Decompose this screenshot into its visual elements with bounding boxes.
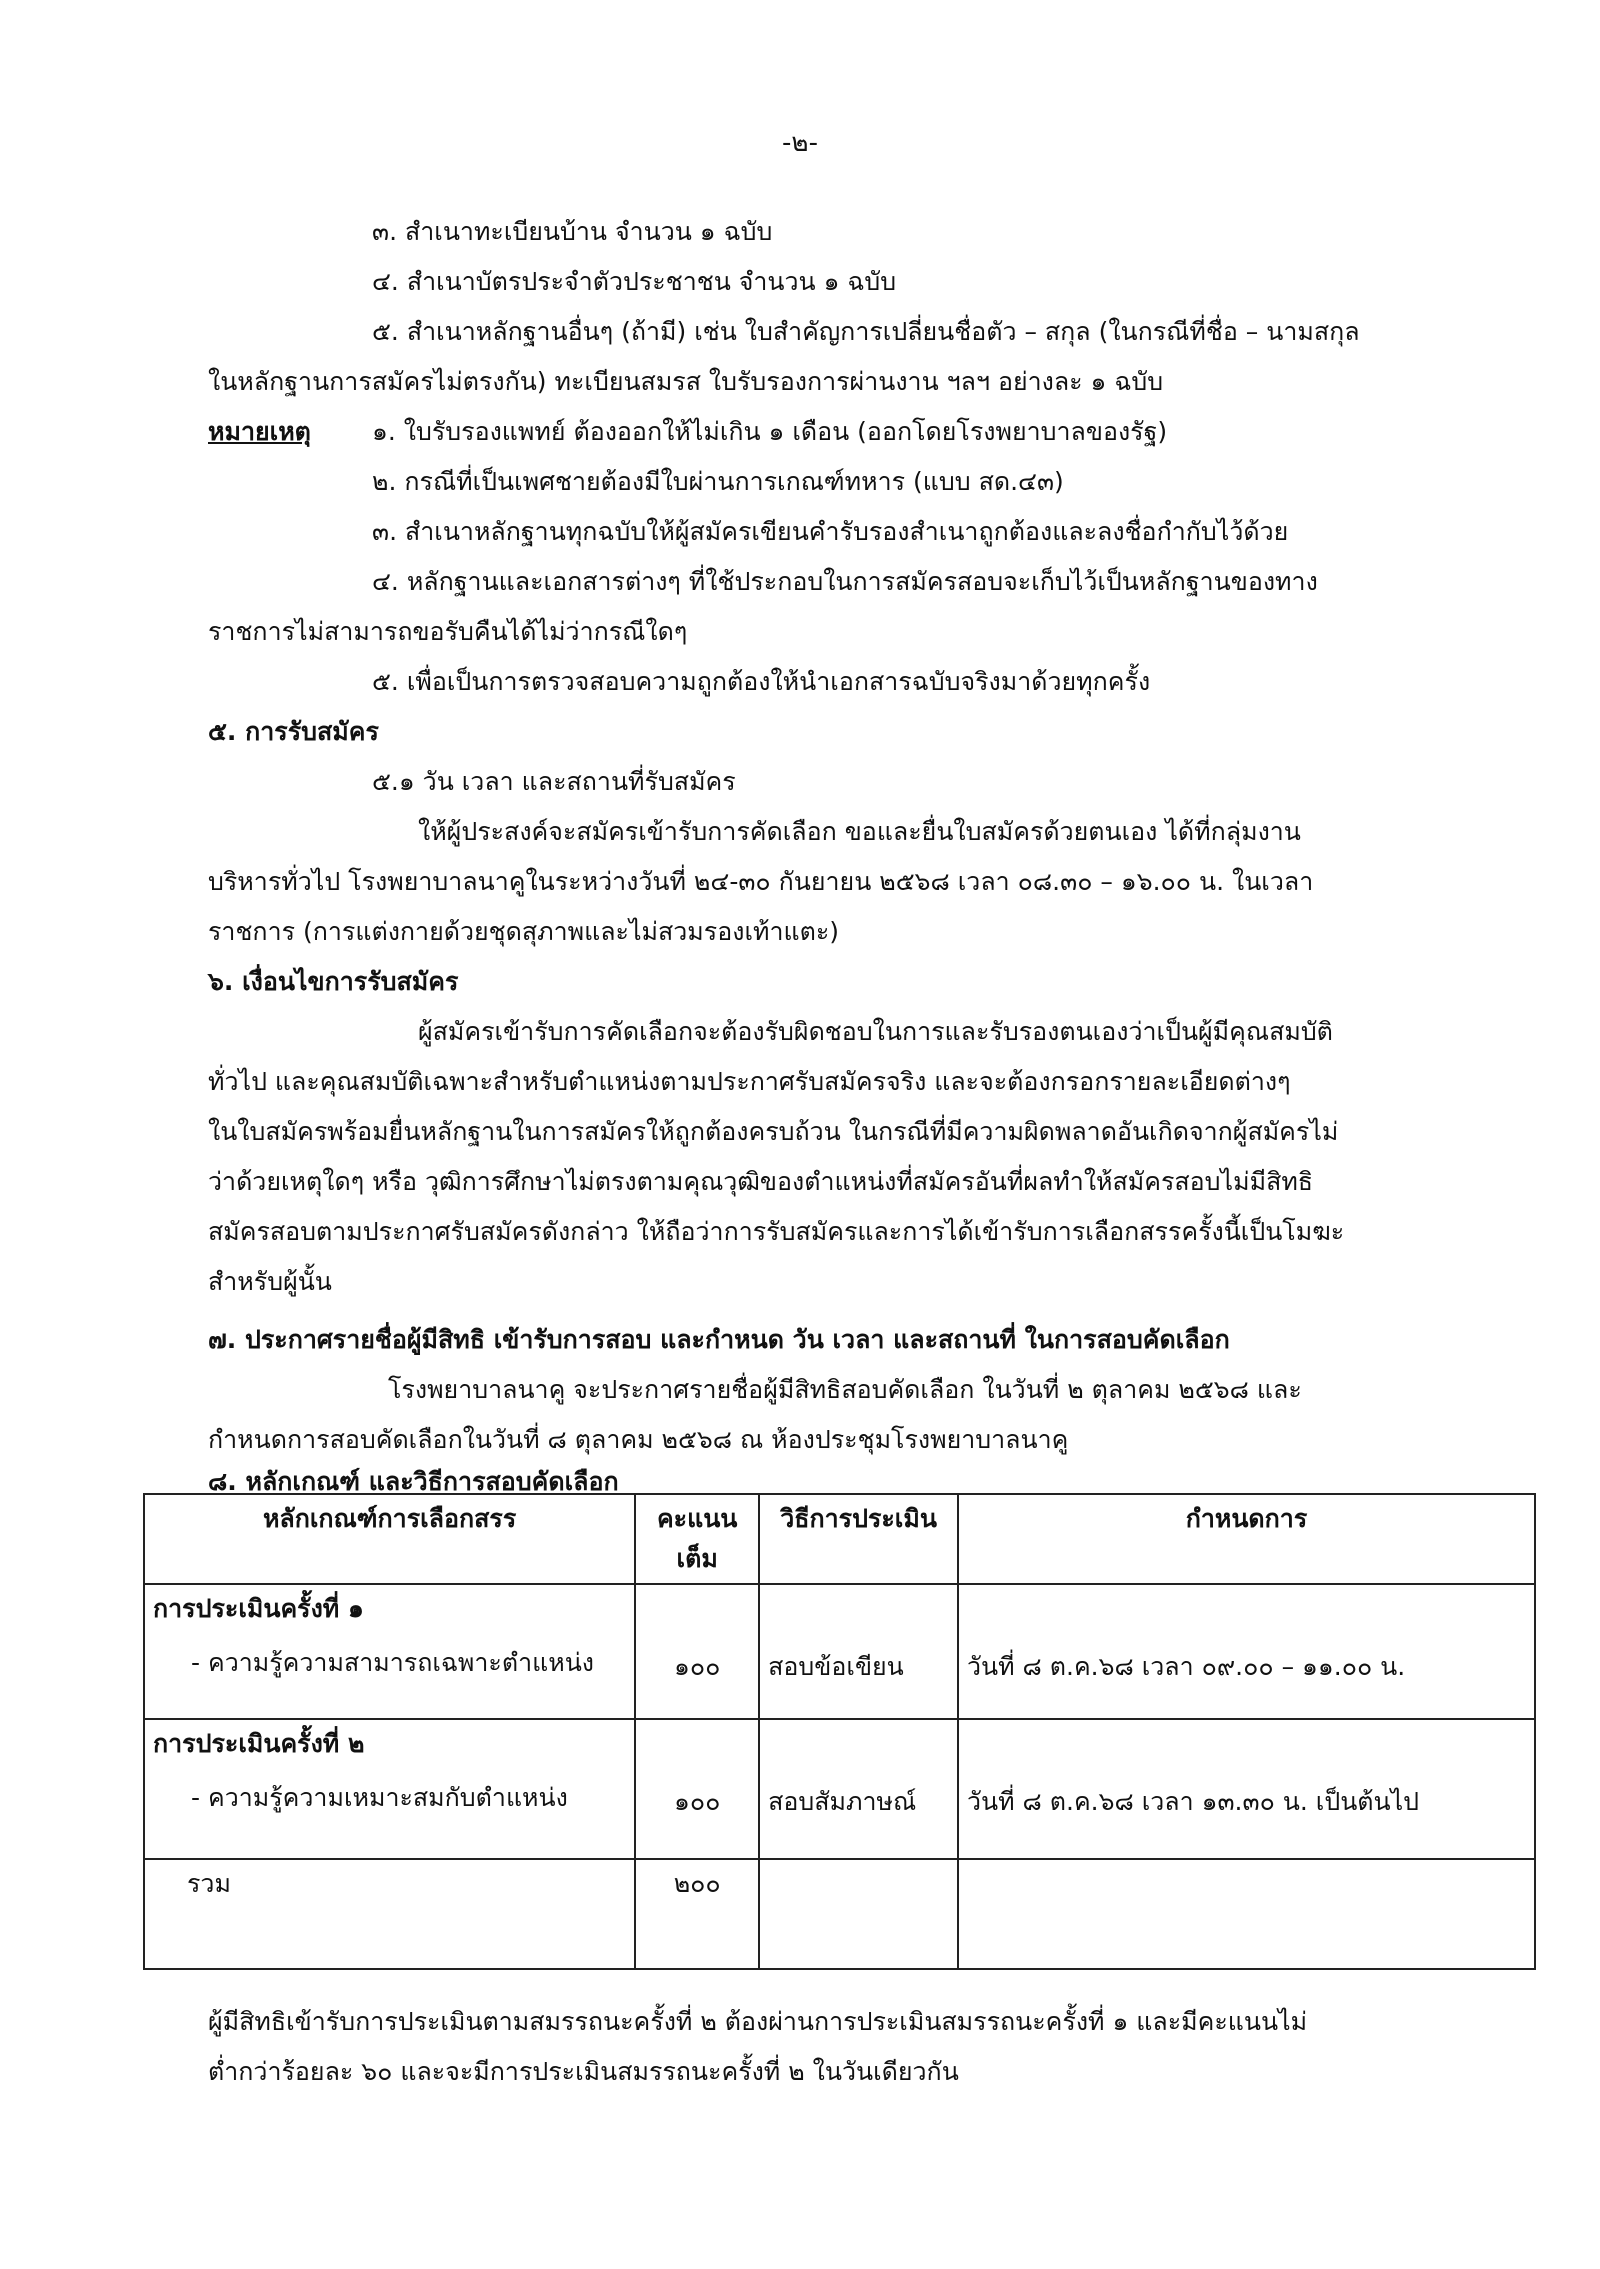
document-item: ๔. สำเนาบัตรประจำตัวประชาชน จำนวน ๑ ฉบับ [372,267,897,296]
section-subheading: ๕.๑ วัน เวลา และสถานที่รับสมัคร [372,767,736,796]
paragraph-line: ทั่วไป และคุณสมบัติเฉพาะสำหรับตำแหน่งตามประกาศรับสมัครจริง และจะต้องกรอกรายละเอียดต่างๆ [208,1067,1291,1096]
document-item: ในหลักฐานการสมัครไม่ตรงกัน) ทะเบียนสมรส ใบรับรองการผ่านงาน ฯลฯ อย่างละ ๑ ฉบับ [208,367,1164,396]
schedule-cell: วันที่ ๘ ต.ค.๖๘ เวลา ๐๙.๐๐ – ๑๑.๐๐ น. [958,1584,1535,1719]
empty-cell [958,1859,1535,1969]
paragraph-line: โรงพยาบาลนาคู จะประกาศรายชื่อผู้มีสิทธิสอบคัดเลือก ในวันที่ ๒ ตุลาคม ๒๕๖๘ และ [388,1375,1302,1404]
column-header: คะแนน เต็ม [635,1494,759,1584]
column-header: หลักเกณฑ์การเลือกสรร [144,1494,635,1584]
total-label: รวม [144,1859,635,1969]
note-item: ๕. เพื่อเป็นการตรวจสอบความถูกต้องให้นำเอกสารฉบับจริงมาด้วยทุกครั้ง [372,667,1151,696]
schedule-cell: วันที่ ๘ ต.ค.๖๘ เวลา ๑๓.๓๐ น. เป็นต้นไป [958,1719,1535,1859]
paragraph-line: ราชการ (การแต่งกายด้วยชุดสุภาพและไม่สวมรองเท้าแตะ) [208,917,840,946]
paragraph-line: ว่าด้วยเหตุใดๆ หรือ วุฒิการศึกษาไม่ตรงตามคุณวุฒิของตำแหน่งที่สมัครอันที่ผลทำให้สมัครสอบไม่มีสิทธิ [208,1167,1314,1196]
section-heading: ๖. เงื่อนไขการรับสมัคร [208,967,459,996]
criteria-table [143,1493,1536,1970]
assessment-round-label: การประเมินครั้งที่ ๒ [153,1729,365,1758]
empty-cell [759,1859,958,1969]
paragraph-line: ผู้สมัครเข้ารับการคัดเลือกจะต้องรับผิดชอบในการและรับรองตนเองว่าเป็นผู้มีคุณสมบัติ [418,1017,1333,1046]
note-item: ๒. กรณีที่เป็นเพศชายต้องมีใบผ่านการเกณฑ์ทหาร (แบบ สด.๔๓) [372,467,1064,496]
column-header: กำหนดการ [958,1494,1535,1584]
closing-line: ผู้มีสิทธิเข้ารับการประเมินตามสมรรถนะครั้งที่ ๒ ต้องผ่านการประเมินสมรรถนะครั้งที่ ๑ และมีคะแนนไม่ [208,2007,1308,2036]
score-cell: ๑๐๐ [635,1719,759,1859]
criteria-cell [144,1584,635,1719]
method-cell: สอบสัมภาษณ์ [759,1719,958,1859]
table-header-row [144,1494,1535,1584]
closing-line: ต่ำกว่าร้อยละ ๖๐ และจะมีการประเมินสมรรถนะครั้งที่ ๒ ในวันเดียวกัน [208,2057,959,2086]
note-label: หมายเหตุ [208,417,311,446]
note-item: ๓. สำเนาหลักฐานทุกฉบับให้ผู้สมัครเขียนคำรับรองสำเนาถูกต้องและลงชื่อกำกับไว้ด้วย [372,517,1289,546]
table-row [144,1719,1535,1859]
paragraph-line: ให้ผู้ประสงค์จะสมัครเข้ารับการคัดเลือก ขอและยื่นใบสมัครด้วยตนเอง ได้ที่กลุ่มงาน [418,817,1301,846]
assessment-round-label: การประเมินครั้งที่ ๑ [153,1594,364,1623]
paragraph-line: กำหนดการสอบคัดเลือกในวันที่ ๘ ตุลาคม ๒๕๖๘ ณ ห้องประชุมโรงพยาบาลนาคู [208,1425,1069,1454]
method-cell: สอบข้อเขียน [759,1584,958,1719]
page-number: -๒- [782,128,818,158]
total-score: ๒๐๐ [635,1859,759,1969]
section-heading: ๕. การรับสมัคร [208,717,379,746]
assessment-item: - ความรู้ความสามารถเฉพาะตำแหน่ง [191,1648,595,1677]
paragraph-line: สำหรับผู้นั้น [208,1267,332,1296]
note-item: ๑. ใบรับรองแพทย์ ต้องออกให้ไม่เกิน ๑ เดือน (ออกโดยโรงพยาบาลของรัฐ) [372,417,1168,446]
score-cell: ๑๐๐ [635,1584,759,1719]
paragraph-line: สมัครสอบตามประกาศรับสมัครดังกล่าว ให้ถือว่าการรับสมัครและการได้เข้ารับการเลือกสรรครั้งนี้เป็นโมฆะ [208,1217,1345,1246]
note-item: ราชการไม่สามารถขอรับคืนได้ไม่ว่ากรณีใดๆ [208,617,688,646]
paragraph-line: ในใบสมัครพร้อมยื่นหลักฐานในการสมัครให้ถูกต้องครบถ้วน ในกรณีที่มีความผิดพลาดอันเกิดจากผู้สมัครไม่ [208,1117,1339,1146]
assessment-item: - ความรู้ความเหมาะสมกับตำแหน่ง [191,1783,568,1812]
document-item: ๓. สำเนาทะเบียนบ้าน จำนวน ๑ ฉบับ [372,217,773,246]
document-item: ๕. สำเนาหลักฐานอื่นๆ (ถ้ามี) เช่น ใบสำคัญการเปลี่ยนชื่อตัว – สกุล (ในกรณีที่ชื่อ – นามสกุล [372,317,1360,346]
column-header: วิธีการประเมิน [759,1494,958,1584]
section-heading: ๗. ประกาศรายชื่อผู้มีสิทธิ เข้ารับการสอบ และกำหนด วัน เวลา และสถานที่ ในการสอบคัดเลือก [208,1325,1230,1354]
table-row [144,1584,1535,1719]
table-total-row [144,1859,1535,1969]
section-heading: ๘. หลักเกณฑ์ และวิธีการสอบคัดเลือก [208,1467,619,1496]
criteria-cell [144,1719,635,1859]
paragraph-line: บริหารทั่วไป โรงพยาบาลนาคูในระหว่างวันที่ ๒๔-๓๐ กันยายน ๒๕๖๘ เวลา ๐๘.๓๐ – ๑๖.๐๐ น. ในเวลา [208,867,1314,896]
note-item: ๔. หลักฐานและเอกสารต่างๆ ที่ใช้ประกอบในการสมัครสอบจะเก็บไว้เป็นหลักฐานของทาง [372,567,1318,596]
